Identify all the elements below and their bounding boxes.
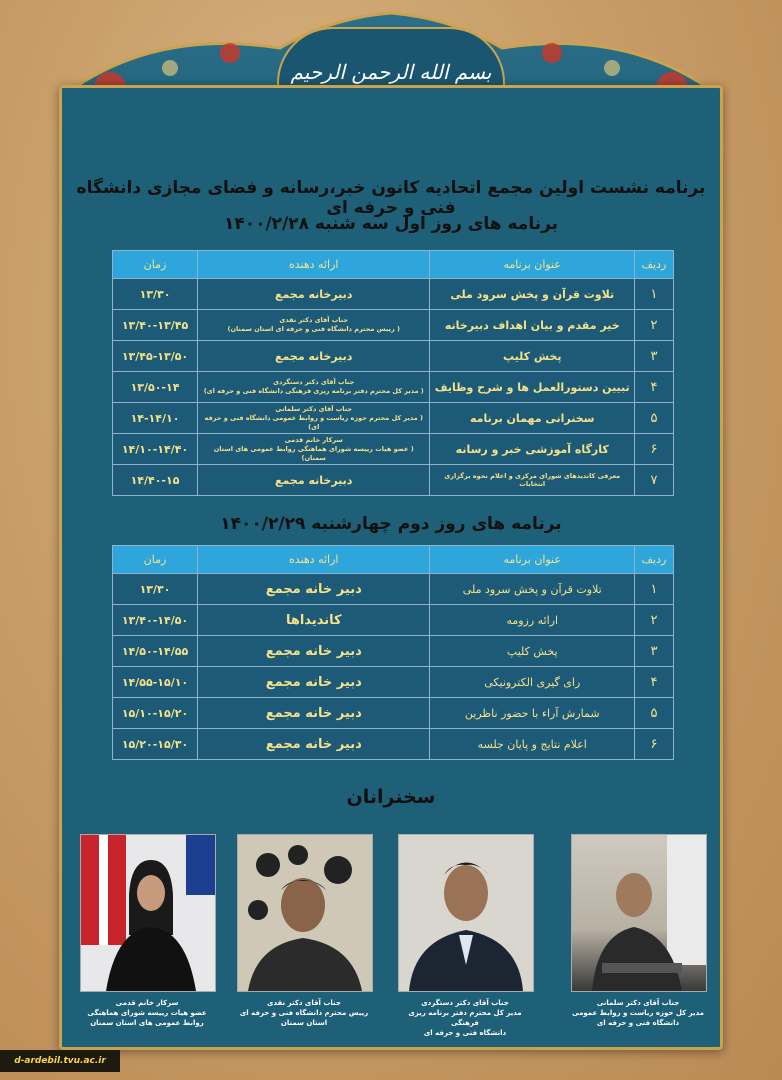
speaker-photo bbox=[571, 834, 707, 992]
table-header-row bbox=[113, 546, 674, 574]
presenter: کاندیداها bbox=[198, 605, 430, 636]
program-title: اعلام نتایج و پایان جلسه bbox=[430, 729, 635, 760]
speaker-card bbox=[237, 834, 371, 1028]
speaker-name: سرکار خانم قدمی bbox=[115, 999, 179, 1007]
table-row bbox=[113, 372, 674, 403]
presenter-name: جناب آقای دکتر نقدی bbox=[279, 316, 349, 324]
speaker-card bbox=[571, 834, 705, 1028]
day1-table bbox=[112, 250, 674, 496]
speaker-org: استان سمنان bbox=[280, 1019, 328, 1027]
table-row bbox=[113, 667, 674, 698]
program-title: خیر مقدم و بیان اهداف دبیرخانه bbox=[430, 310, 635, 341]
presenter-role: ( مدیر کل محترم دفتر برنامه ریزی فرهنگی دانشگاه فنی و حرفه ای) bbox=[203, 387, 424, 395]
row-index: ۶ bbox=[635, 434, 674, 465]
speaker-card bbox=[80, 834, 214, 1028]
day2-title: برنامه های روز دوم چهارشنبه ۱۴۰۰/۲/۲۹ bbox=[220, 514, 562, 534]
table-row bbox=[113, 279, 674, 310]
row-index: ۶ bbox=[635, 729, 674, 760]
table-row bbox=[113, 465, 674, 496]
speaker-org: دانشگاه فنی و حرفه ای bbox=[596, 1019, 680, 1027]
presenter: دبیر خانه مجمع bbox=[198, 574, 430, 605]
time: ۱۳/۳۰ bbox=[113, 574, 198, 605]
table-row bbox=[113, 729, 674, 760]
row-index: ۳ bbox=[635, 341, 674, 372]
program-title: سخنرانی مهمان برنامه bbox=[430, 403, 635, 434]
presenter bbox=[198, 372, 430, 403]
time: ۱۳/۴۵-۱۳/۵۰ bbox=[113, 341, 198, 372]
table-row bbox=[113, 636, 674, 667]
speakers-section bbox=[59, 830, 723, 1050]
table-row bbox=[113, 574, 674, 605]
row-index: ۲ bbox=[635, 605, 674, 636]
speaker-photo bbox=[237, 834, 373, 992]
speaker-org: روابط عمومی های استان سمنان bbox=[90, 1019, 204, 1027]
presenter-name: جناب آقای دکتر سلمانی bbox=[275, 404, 353, 413]
row-index: ۳ bbox=[635, 636, 674, 667]
site-footer: d-ardebil.tvu.ac.ir bbox=[0, 1050, 120, 1072]
time: ۱۴/۵۰-۱۴/۵۵ bbox=[113, 636, 198, 667]
speaker-caption bbox=[237, 998, 371, 1028]
row-index: ۱ bbox=[635, 279, 674, 310]
row-index: ۴ bbox=[635, 667, 674, 698]
table-row bbox=[113, 310, 674, 341]
presenter-name: دبیرخانه مجمع bbox=[275, 349, 353, 363]
row-index: ۷ bbox=[635, 465, 674, 496]
time: ۱۳/۵۰-۱۴ bbox=[113, 372, 198, 403]
speaker-caption bbox=[80, 998, 214, 1028]
program-title: معرفی کاندیدهای شورای مرکزی و اعلام نحوه برگزاری انتخابات bbox=[430, 465, 635, 496]
program-title: شمارش آراء با حضور ناظرین bbox=[430, 698, 635, 729]
presenter bbox=[198, 279, 430, 310]
speaker-card bbox=[398, 834, 532, 1038]
presenter bbox=[198, 341, 430, 372]
presenter bbox=[198, 434, 430, 465]
row-index: ۵ bbox=[635, 403, 674, 434]
time: ۱۵/۱۰-۱۵/۲۰ bbox=[113, 698, 198, 729]
presenter-name: دبیرخانه مجمع bbox=[275, 473, 353, 487]
presenter: دبیر خانه مجمع bbox=[198, 729, 430, 760]
time: ۱۳/۴۰-۱۳/۴۵ bbox=[113, 310, 198, 341]
speaker-name: جناب آقای دکتر سلمانی bbox=[596, 999, 680, 1007]
speaker-name: جناب آقای دکتر نقدی bbox=[267, 999, 341, 1007]
speaker-caption bbox=[571, 998, 705, 1028]
table-row bbox=[113, 698, 674, 729]
col-row: ردیف bbox=[635, 546, 674, 574]
program-title: پخش کلیپ bbox=[430, 341, 635, 372]
time: ۱۴/۱۰-۱۴/۴۰ bbox=[113, 434, 198, 465]
presenter bbox=[198, 403, 430, 434]
program-title: تلاوت قرآن و پخش سرود ملی bbox=[430, 279, 635, 310]
row-index: ۲ bbox=[635, 310, 674, 341]
presenter-role: ( مدیر کل محترم حوزه ریاست و روابط عمومی دانشگاه فنی و حرفه ای) bbox=[204, 413, 423, 431]
speaker-role: رییس محترم دانشگاه فنی و حرفه ای bbox=[239, 1009, 369, 1017]
row-index: ۱ bbox=[635, 574, 674, 605]
col-row: ردیف bbox=[635, 251, 674, 279]
speaker-role: عضو هیات رییسه شورای هماهنگی bbox=[87, 1009, 207, 1017]
presenter bbox=[198, 465, 430, 496]
day1-title: برنامه های روز اول سه شنبه ۱۴۰۰/۲/۲۸ bbox=[223, 214, 559, 234]
page-title: برنامه نشست اولین مجمع اتحادیه کانون خبر،رسانه و فضای مجازی دانشگاه فنی و حرفه ای bbox=[76, 178, 706, 218]
speaker-role: مدیر کل محترم دفتر برنامه ریزی فرهنگی bbox=[408, 1009, 522, 1027]
speaker-org: دانشگاه فنی و حرفه ای bbox=[423, 1029, 507, 1037]
time: ۱۴/۴۰-۱۵ bbox=[113, 465, 198, 496]
row-index: ۴ bbox=[635, 372, 674, 403]
table-row bbox=[113, 605, 674, 636]
program-title: تلاوت قرآن و پخش سرود ملی bbox=[430, 574, 635, 605]
program-title: ارائه رزومه bbox=[430, 605, 635, 636]
time: ۱۴-۱۴/۱۰ bbox=[113, 403, 198, 434]
col-presenter: ارائه دهنده bbox=[198, 546, 430, 574]
program-title: پخش کلیپ bbox=[430, 636, 635, 667]
col-program: عنوان برنامه bbox=[430, 546, 635, 574]
presenter-name: جناب آقای دکتر دستگردی bbox=[273, 378, 355, 386]
table-row bbox=[113, 403, 674, 434]
speaker-photo bbox=[398, 834, 534, 992]
time: ۱۴/۵۵-۱۵/۱۰ bbox=[113, 667, 198, 698]
speaker-role: مدیر کل حوزه ریاست و روابط عمومی bbox=[571, 1009, 704, 1017]
presenter-name: دبیرخانه مجمع bbox=[275, 287, 353, 301]
speaker-caption bbox=[398, 998, 532, 1038]
time: ۱۵/۲۰-۱۵/۳۰ bbox=[113, 729, 198, 760]
speaker-photo bbox=[80, 834, 216, 992]
row-index: ۵ bbox=[635, 698, 674, 729]
table-row bbox=[113, 341, 674, 372]
col-presenter: ارائه دهنده bbox=[198, 251, 430, 279]
program-title: کارگاه آموزشی خبر و رسانه bbox=[430, 434, 635, 465]
col-program: عنوان برنامه bbox=[430, 251, 635, 279]
table-header-row bbox=[113, 251, 674, 279]
time: ۱۳/۴۰-۱۴/۵۰ bbox=[113, 605, 198, 636]
speakers-title: سخنرانان bbox=[346, 786, 436, 808]
presenter: دبیر خانه مجمع bbox=[198, 636, 430, 667]
table-row bbox=[113, 434, 674, 465]
time: ۱۳/۳۰ bbox=[113, 279, 198, 310]
presenter bbox=[198, 310, 430, 341]
speaker-name: جناب آقای دکتر دستگردی bbox=[421, 999, 509, 1007]
col-time: زمان bbox=[113, 251, 198, 279]
program-title: رای گیری الکترونیکی bbox=[430, 667, 635, 698]
presenter: دبیر خانه مجمع bbox=[198, 667, 430, 698]
presenter-role: ( رییس محترم دانشگاه فنی و حرفه ای استان سمنان) bbox=[227, 325, 400, 333]
presenter-role: ( عضو هیات رییسه شورای هماهنگی روابط عمومی های استان سمنان) bbox=[213, 444, 414, 462]
presenter: دبیر خانه مجمع bbox=[198, 698, 430, 729]
presenter-name: سرکار خانم قدمی bbox=[284, 435, 343, 444]
program-title: تبیین دستورالعمل ها و شرح وظایف bbox=[430, 372, 635, 403]
day2-table bbox=[112, 545, 674, 760]
basmala-calligraphy: بسم الله الرحمن الرحیم bbox=[290, 60, 492, 84]
col-time: زمان bbox=[113, 546, 198, 574]
